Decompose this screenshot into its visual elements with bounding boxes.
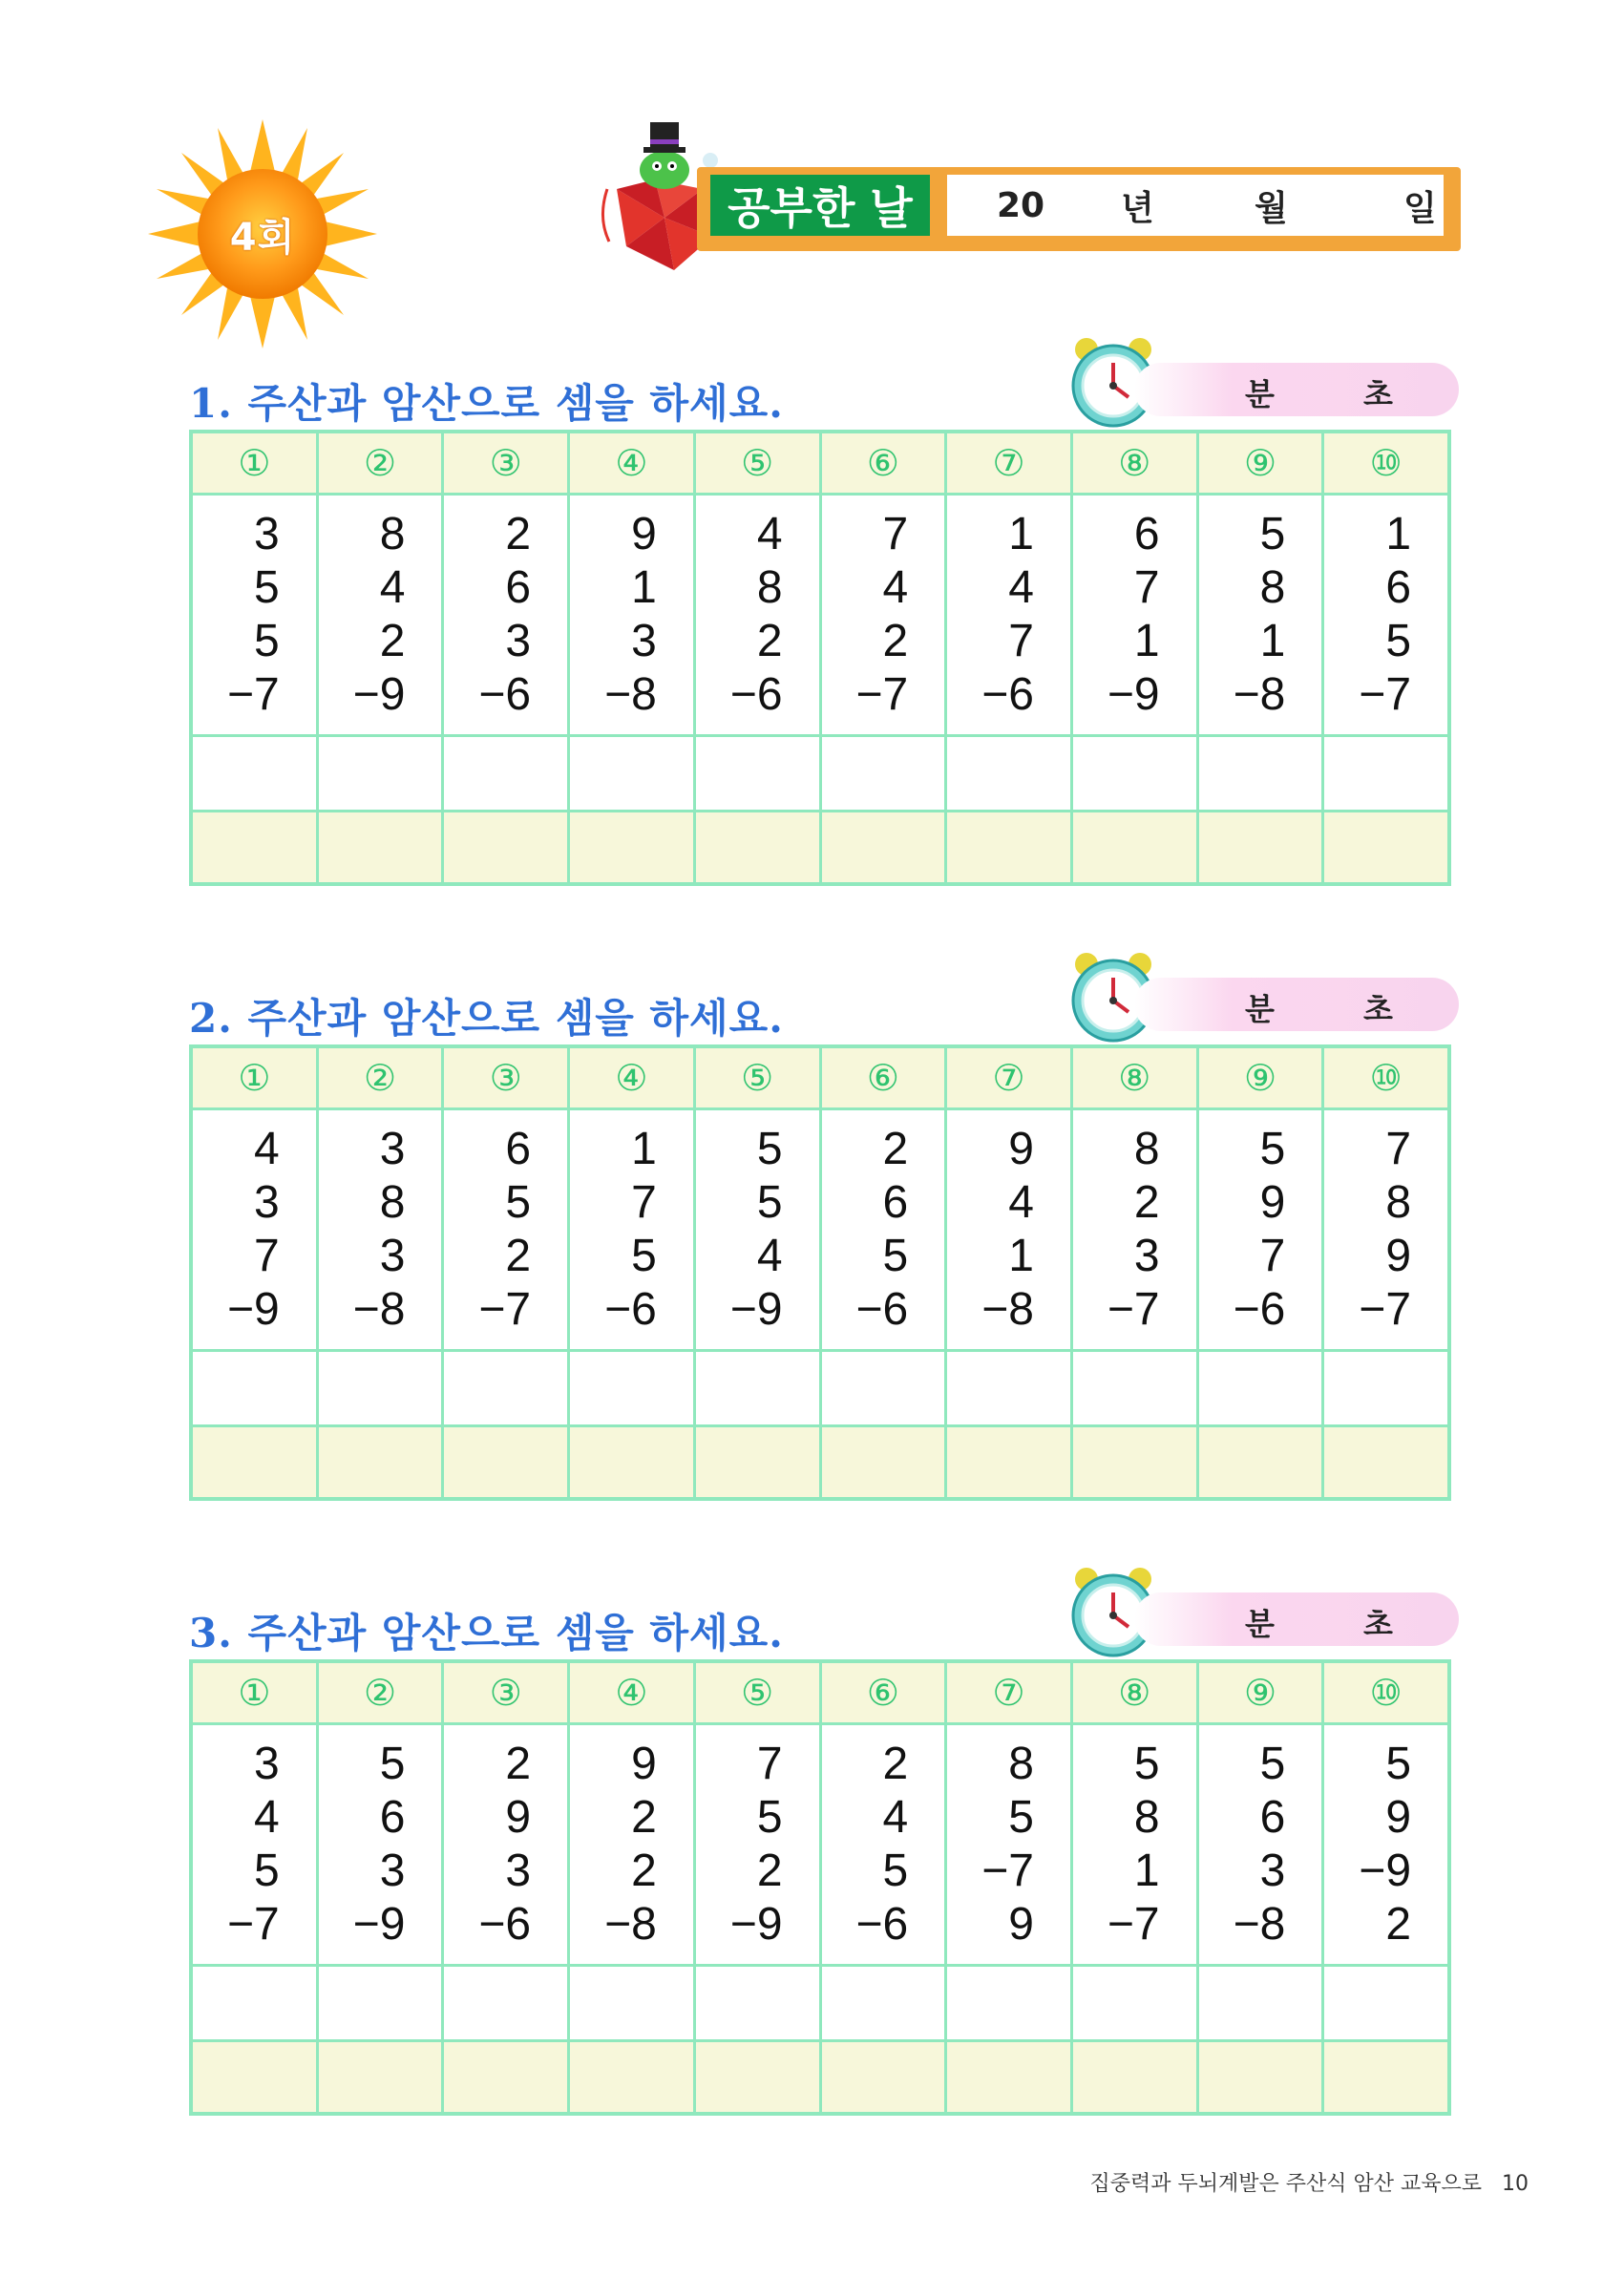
- timer-minutes-label: 분: [1245, 1606, 1275, 1642]
- problem-number: ⑨: [1199, 433, 1325, 493]
- problem-number: ⑧: [1073, 1663, 1199, 1722]
- operand: 6: [505, 562, 532, 613]
- operand: 9: [505, 1792, 532, 1843]
- operand: 2: [379, 616, 406, 666]
- operand: −9: [352, 1899, 406, 1950]
- problem-number: ⑨: [1199, 1663, 1325, 1722]
- operand: 9: [1385, 1231, 1412, 1281]
- answer-cell[interactable]: [1073, 1967, 1199, 2039]
- operand: 4: [1008, 1177, 1034, 1228]
- problem-values: [1073, 1110, 1199, 1349]
- study-day-label: 공부한 날: [710, 175, 930, 236]
- problem-values: [193, 1725, 319, 1964]
- answer-check-cell[interactable]: [1324, 2042, 1447, 2112]
- answer-cell[interactable]: [1073, 1352, 1199, 1424]
- operand: −8: [604, 1899, 657, 1950]
- operand: 5: [1259, 1739, 1286, 1789]
- operand: 5: [756, 1124, 783, 1174]
- section-title: 3. 주산과 암산으로 셈을 하세요.: [189, 1610, 784, 1656]
- operand: 5: [1133, 1739, 1160, 1789]
- answer-cell[interactable]: [444, 1967, 570, 2039]
- operand: −6: [478, 669, 532, 720]
- operand: −7: [226, 1899, 280, 1950]
- operand: 8: [379, 509, 406, 559]
- operand: −9: [1107, 669, 1160, 720]
- answer-check-cell[interactable]: [570, 812, 696, 882]
- operand: 7: [1385, 1124, 1412, 1174]
- timer-seconds-label: 초: [1363, 376, 1393, 412]
- date-year-label: 년: [1121, 188, 1154, 228]
- problem-values: [696, 496, 822, 734]
- answer-check-cell[interactable]: [193, 1427, 319, 1497]
- problem-values: [1199, 496, 1325, 734]
- answer-cell[interactable]: [696, 1967, 822, 2039]
- operand: 5: [756, 1177, 783, 1228]
- problem-values: [1324, 496, 1447, 734]
- timer-seconds-label: 초: [1363, 991, 1393, 1027]
- operand: 5: [254, 616, 280, 666]
- problem-values: [822, 496, 948, 734]
- operand: 1: [1008, 1231, 1034, 1281]
- operand: 1: [631, 562, 657, 613]
- problem-number: ⑥: [822, 1048, 948, 1107]
- operand: −7: [981, 1846, 1034, 1896]
- answer-cell[interactable]: [947, 737, 1073, 810]
- problem-values: [822, 1725, 948, 1964]
- answer-check-cell[interactable]: [1073, 812, 1199, 882]
- operand: 9: [1008, 1899, 1034, 1950]
- problem-number: ④: [570, 1048, 696, 1107]
- operand: −7: [1359, 1284, 1412, 1335]
- operand: 2: [505, 1231, 532, 1281]
- answer-cell[interactable]: [822, 737, 948, 810]
- answer-check-cell[interactable]: [1073, 1427, 1199, 1497]
- operand: −8: [1233, 1899, 1286, 1950]
- problem-number: ⑧: [1073, 433, 1199, 493]
- answer-check-cell[interactable]: [444, 2042, 570, 2112]
- problem-values-row: [193, 1110, 1447, 1352]
- operand: 2: [1133, 1177, 1160, 1228]
- problem-number: ③: [444, 433, 570, 493]
- answer-check-cell[interactable]: [947, 1427, 1073, 1497]
- problem-number-row: [193, 1663, 1447, 1725]
- problem-number: ⑥: [822, 433, 948, 493]
- operand: −7: [478, 1284, 532, 1335]
- operand: 3: [254, 1739, 280, 1789]
- operand: 5: [882, 1231, 909, 1281]
- operand: 7: [756, 1739, 783, 1789]
- problem-number: ③: [444, 1048, 570, 1107]
- answer-check-cell[interactable]: [1199, 1427, 1325, 1497]
- operand: 1: [1133, 1846, 1160, 1896]
- answer-cell[interactable]: [822, 1352, 948, 1424]
- problem-values: [696, 1110, 822, 1349]
- operand: 8: [379, 1177, 406, 1228]
- operand: −8: [352, 1284, 406, 1335]
- operand: 5: [882, 1846, 909, 1896]
- operand: 3: [379, 1124, 406, 1174]
- operand: −9: [729, 1899, 783, 1950]
- problem-values: [947, 1725, 1073, 1964]
- answer-cell[interactable]: [444, 1352, 570, 1424]
- problem-values: [1199, 1110, 1325, 1349]
- operand: 9: [631, 509, 657, 559]
- operand: −6: [981, 669, 1034, 720]
- operand: 9: [1008, 1124, 1034, 1174]
- answer-cell[interactable]: [319, 1352, 445, 1424]
- answer-check-cell[interactable]: [822, 2042, 948, 2112]
- operand: 3: [379, 1846, 406, 1896]
- problem-values: [1073, 496, 1199, 734]
- operand: −9: [226, 1284, 280, 1335]
- answer-cell[interactable]: [1073, 737, 1199, 810]
- operand: 1: [631, 1124, 657, 1174]
- problem-values: [193, 1110, 319, 1349]
- operand: 3: [1259, 1846, 1286, 1896]
- answer-cell[interactable]: [570, 1352, 696, 1424]
- problem-values: [947, 496, 1073, 734]
- answer-check-cell[interactable]: [696, 2042, 822, 2112]
- answer-cell[interactable]: [1324, 1967, 1447, 2039]
- answer-cell[interactable]: [193, 1967, 319, 2039]
- answer-cell[interactable]: [193, 1352, 319, 1424]
- operand: 3: [254, 1177, 280, 1228]
- answer-check-cell[interactable]: [1324, 1427, 1447, 1497]
- answer-row-2: [193, 2042, 1447, 2112]
- answer-check-cell[interactable]: [319, 2042, 445, 2112]
- operand: 4: [882, 1792, 909, 1843]
- answer-cell[interactable]: [696, 737, 822, 810]
- operand: −6: [604, 1284, 657, 1335]
- answer-check-cell[interactable]: [570, 2042, 696, 2112]
- answer-check-cell[interactable]: [570, 1427, 696, 1497]
- answer-cell[interactable]: [1199, 1352, 1325, 1424]
- problem-number: ②: [319, 1048, 445, 1107]
- operand: 5: [1259, 509, 1286, 559]
- operand: 4: [882, 562, 909, 613]
- operand: 5: [254, 1846, 280, 1896]
- problem-number: ⑤: [696, 1048, 822, 1107]
- operand: 2: [505, 1739, 532, 1789]
- problem-number: ④: [570, 1663, 696, 1722]
- operand: 2: [882, 1124, 909, 1174]
- operand: 3: [631, 616, 657, 666]
- problem-number: ⑩: [1369, 1672, 1403, 1714]
- answer-check-cell[interactable]: [444, 812, 570, 882]
- operand: 9: [1385, 1792, 1412, 1843]
- operand: 2: [631, 1792, 657, 1843]
- problem-grid: [189, 1044, 1451, 1501]
- operand: −6: [478, 1899, 532, 1950]
- operand: 2: [1385, 1899, 1412, 1950]
- answer-cell[interactable]: [1324, 1352, 1447, 1424]
- operand: 5: [631, 1231, 657, 1281]
- operand: 2: [882, 1739, 909, 1789]
- operand: 8: [1385, 1177, 1412, 1228]
- operand: −7: [1107, 1284, 1160, 1335]
- answer-row-2: [193, 1427, 1447, 1497]
- problem-values: [444, 1725, 570, 1964]
- problem-grid: [189, 1659, 1451, 2116]
- operand: 5: [379, 1739, 406, 1789]
- answer-cell[interactable]: [319, 737, 445, 810]
- operand: 2: [631, 1846, 657, 1896]
- problem-number: ⑥: [822, 1663, 948, 1722]
- problem-number-row: [193, 433, 1447, 496]
- operand: 6: [1259, 1792, 1286, 1843]
- operand: −7: [1107, 1899, 1160, 1950]
- operand: 1: [1133, 616, 1160, 666]
- problem-number: ⑤: [696, 1663, 822, 1722]
- operand: −8: [1233, 669, 1286, 720]
- problem-number: ①: [193, 1663, 319, 1722]
- operand: 2: [756, 616, 783, 666]
- answer-cell[interactable]: [947, 1352, 1073, 1424]
- problem-values: [319, 496, 445, 734]
- section-title: 1. 주산과 암산으로 셈을 하세요.: [189, 380, 784, 427]
- operand: −8: [604, 669, 657, 720]
- page-footer: [1090, 2167, 1529, 2197]
- problem-values: [1324, 1725, 1447, 1964]
- problem-number: ⑧: [1073, 1048, 1199, 1107]
- answer-cell[interactable]: [570, 737, 696, 810]
- answer-check-cell[interactable]: [1073, 2042, 1199, 2112]
- problem-values: [1324, 1110, 1447, 1349]
- operand: 8: [1008, 1739, 1034, 1789]
- answer-check-cell[interactable]: [1199, 2042, 1325, 2112]
- answer-row-1: [193, 1352, 1447, 1427]
- problem-number: ④: [570, 433, 696, 493]
- operand: 4: [1008, 562, 1034, 613]
- problem-number: ⑩: [1369, 1057, 1403, 1099]
- problem-number: ⑩: [1369, 442, 1403, 484]
- operand: 8: [1133, 1792, 1160, 1843]
- answer-cell[interactable]: [1199, 1967, 1325, 2039]
- problem-values: [947, 1110, 1073, 1349]
- problem-number: ⑨: [1199, 1048, 1325, 1107]
- operand: 1: [1259, 616, 1286, 666]
- answer-check-cell[interactable]: [193, 812, 319, 882]
- answer-cell[interactable]: [444, 737, 570, 810]
- operand: −6: [729, 669, 783, 720]
- operand: 5: [254, 562, 280, 613]
- problem-values: [193, 496, 319, 734]
- problem-values: [696, 1725, 822, 1964]
- operand: −6: [855, 1284, 909, 1335]
- operand: −7: [855, 669, 909, 720]
- answer-check-cell[interactable]: [696, 812, 822, 882]
- operand: 6: [379, 1792, 406, 1843]
- operand: 8: [1133, 1124, 1160, 1174]
- answer-check-cell[interactable]: [947, 2042, 1073, 2112]
- operand: 5: [756, 1792, 783, 1843]
- problem-number: ①: [193, 1048, 319, 1107]
- answer-row-2: [193, 812, 1447, 882]
- operand: 6: [505, 1124, 532, 1174]
- operand: 5: [505, 1177, 532, 1228]
- answer-check-cell[interactable]: [1199, 812, 1325, 882]
- operand: 4: [756, 1231, 783, 1281]
- operand: 8: [1259, 562, 1286, 613]
- answer-cell[interactable]: [696, 1352, 822, 1424]
- operand: −7: [226, 669, 280, 720]
- operand: −8: [981, 1284, 1034, 1335]
- operand: −9: [729, 1284, 783, 1335]
- timer-field[interactable]: [1134, 363, 1459, 416]
- answer-check-cell[interactable]: [319, 1427, 445, 1497]
- operand: 1: [1008, 509, 1034, 559]
- operand: 5: [1259, 1124, 1286, 1174]
- problem-values: [570, 1110, 696, 1349]
- operand: 7: [1008, 616, 1034, 666]
- operand: 7: [254, 1231, 280, 1281]
- answer-cell[interactable]: [193, 737, 319, 810]
- answer-cell[interactable]: [319, 1967, 445, 2039]
- answer-cell[interactable]: [947, 1967, 1073, 2039]
- date-day-label: 일: [1403, 188, 1437, 228]
- problem-values: [570, 1725, 696, 1964]
- problem-grid: [189, 430, 1451, 886]
- answer-cell[interactable]: [1199, 737, 1325, 810]
- study-date-box: [697, 167, 1461, 251]
- answer-cell[interactable]: [1324, 737, 1447, 810]
- timer-field[interactable]: [1134, 1592, 1459, 1646]
- problem-values: [1199, 1725, 1325, 1964]
- page-number: 10: [1502, 2172, 1529, 2196]
- operand: 6: [1133, 509, 1160, 559]
- operand: 3: [505, 1846, 532, 1896]
- problem-number: ②: [319, 1663, 445, 1722]
- operand: 2: [505, 509, 532, 559]
- operand: 6: [882, 1177, 909, 1228]
- answer-check-cell[interactable]: [696, 1427, 822, 1497]
- problem-values: [319, 1725, 445, 1964]
- section-title: 2. 주산과 암산으로 셈을 하세요.: [189, 995, 784, 1042]
- operand: 2: [756, 1846, 783, 1896]
- operand: 5: [1385, 616, 1412, 666]
- problem-number: ⑦: [947, 1663, 1073, 1722]
- answer-cell[interactable]: [570, 1967, 696, 2039]
- operand: −9: [352, 669, 406, 720]
- problem-number: ⑦: [947, 1048, 1073, 1107]
- problem-values: [1073, 1725, 1199, 1964]
- answer-row-1: [193, 1967, 1447, 2042]
- operand: 4: [254, 1124, 280, 1174]
- answer-check-cell[interactable]: [947, 812, 1073, 882]
- problem-number: ②: [319, 433, 445, 493]
- date-year-prefix: 20: [997, 185, 1045, 225]
- operand: 1: [1385, 509, 1412, 559]
- date-fields[interactable]: [947, 175, 1444, 236]
- operand: 8: [756, 562, 783, 613]
- timer-field[interactable]: [1134, 978, 1459, 1031]
- answer-check-cell[interactable]: [444, 1427, 570, 1497]
- answer-check-cell[interactable]: [1324, 812, 1447, 882]
- operand: −7: [1359, 669, 1412, 720]
- problem-values: [444, 496, 570, 734]
- answer-row-1: [193, 737, 1447, 812]
- problem-number: ⑦: [947, 433, 1073, 493]
- timer-seconds-label: 초: [1363, 1606, 1393, 1642]
- operand: 7: [1133, 562, 1160, 613]
- answer-cell[interactable]: [822, 1967, 948, 2039]
- operand: 3: [505, 616, 532, 666]
- operand: 4: [379, 562, 406, 613]
- date-month-label: 월: [1255, 188, 1288, 228]
- problem-number: ①: [193, 433, 319, 493]
- problem-number: ③: [444, 1663, 570, 1722]
- operand: −9: [1359, 1846, 1412, 1896]
- operand: 7: [631, 1177, 657, 1228]
- footer-text: 집중력과 두뇌계발은 주산식 암산 교육으로: [1089, 2172, 1483, 2196]
- problem-values: [822, 1110, 948, 1349]
- operand: 4: [254, 1792, 280, 1843]
- problem-values-row: [193, 1725, 1447, 1967]
- round-label: 4회: [229, 215, 296, 260]
- timer-minutes-label: 분: [1245, 376, 1275, 412]
- answer-check-cell[interactable]: [193, 2042, 319, 2112]
- operand: 2: [882, 616, 909, 666]
- problem-number-row: [193, 1048, 1447, 1110]
- operand: 7: [1259, 1231, 1286, 1281]
- timer-minutes-label: 분: [1245, 991, 1275, 1027]
- operand: 3: [254, 509, 280, 559]
- answer-check-cell[interactable]: [319, 812, 445, 882]
- problem-number: ⑤: [696, 433, 822, 493]
- problem-values-row: [193, 496, 1447, 737]
- answer-check-cell[interactable]: [822, 812, 948, 882]
- problem-values: [444, 1110, 570, 1349]
- answer-check-cell[interactable]: [822, 1427, 948, 1497]
- operand: −6: [855, 1899, 909, 1950]
- operand: 4: [756, 509, 783, 559]
- operand: −6: [1233, 1284, 1286, 1335]
- operand: 7: [882, 509, 909, 559]
- operand: 5: [1008, 1792, 1034, 1843]
- operand: 6: [1385, 562, 1412, 613]
- operand: 9: [1259, 1177, 1286, 1228]
- problem-values: [570, 496, 696, 734]
- problem-values: [319, 1110, 445, 1349]
- operand: 3: [379, 1231, 406, 1281]
- operand: 3: [1133, 1231, 1160, 1281]
- operand: 5: [1385, 1739, 1412, 1789]
- operand: 9: [631, 1739, 657, 1789]
